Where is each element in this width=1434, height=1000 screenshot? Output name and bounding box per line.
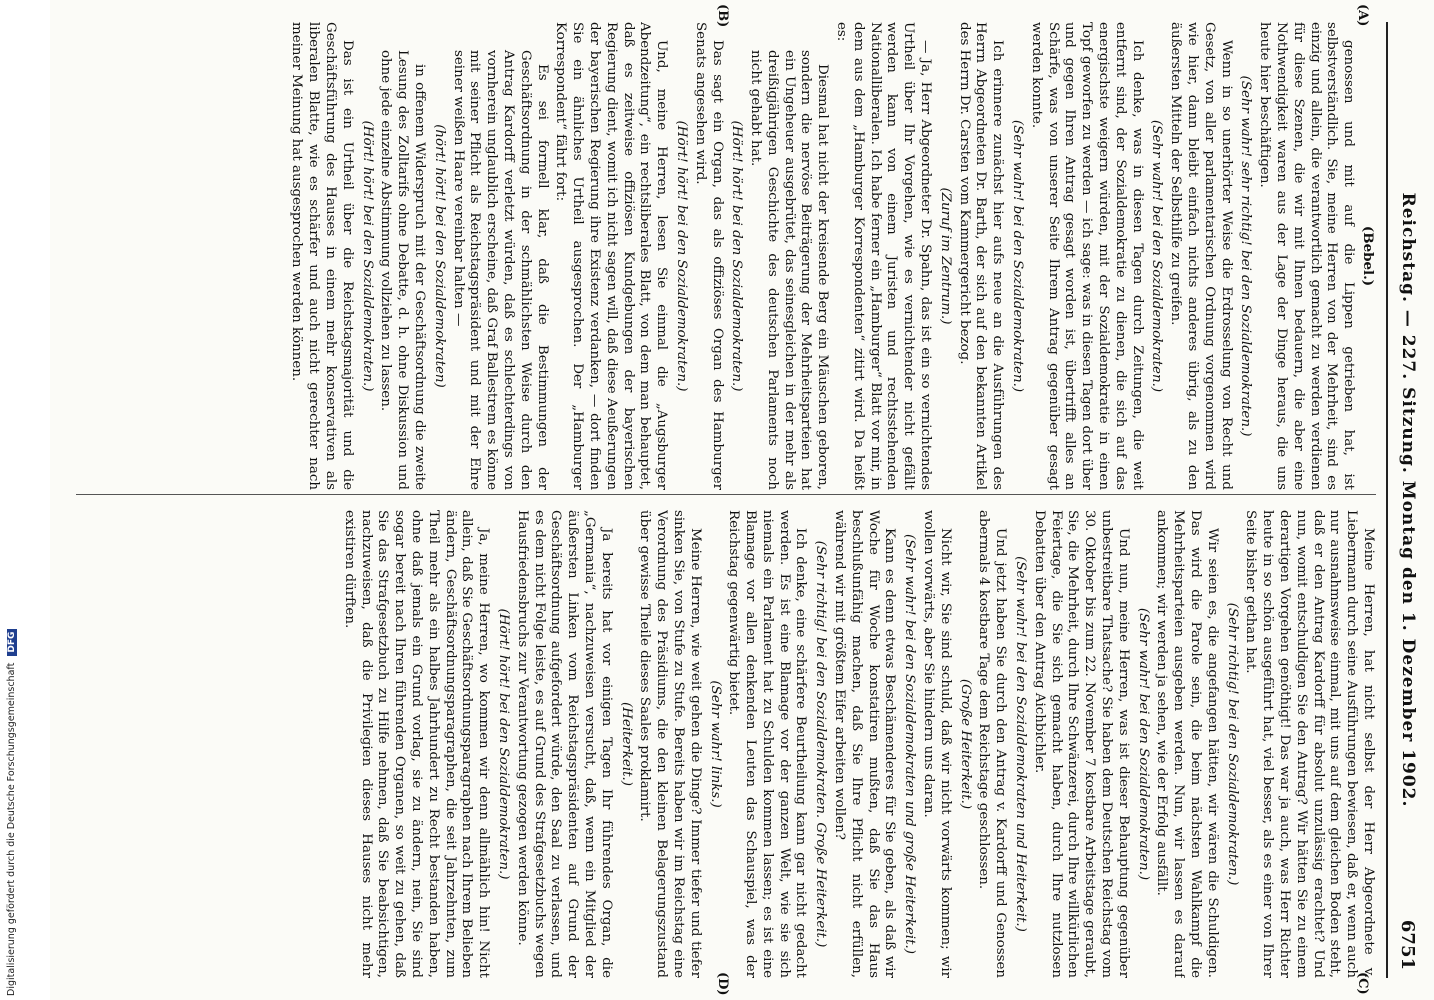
interjection: (Sehr wahr! links.) (707, 680, 723, 808)
paragraph: Wenn in so unerhörter Weise die Erdrosselung von Recht und Gesetz, von aller parlamentarischen Ordnung vorgenommen wird wie hier, dann bleibt einfach nichts anderes übrig, als zu den äußersten Mitteln der Selbsthilfe zu greifen. (1168, 22, 1234, 490)
paragraph: genossen und mit auf die Lippen getrieben hat, ist selbstverständlich. Sie, meine Herren von der Mehrheit, sind es einzig und allein, die verantwortlich gemacht zu werden verdienen für diese Szenen, die wir mit Ihnen bedauern, die aber eine Nothwendigkeit waren aus der Lage der Dinge heraus, die uns heute hier beschäftigen. (1257, 22, 1357, 490)
interjection: (hört! hört! bei den Sozialdemokraten) (431, 124, 447, 388)
interjection: (Hört! hört! bei den Sozialdemokraten.) (495, 608, 511, 880)
interjection: (Sehr wahr! bei den Sozialdemokraten und große Heiterkeit.) (902, 534, 918, 954)
paragraph: Ja, meine Herren, wo kommen wir denn allmählich hin! Nicht allein, daß Sie Geschäftsordnungsparagraphen nach Ihrem Belieben ändern, Geschäftsordnungsparagraphen, die seit Jahrzehnten, zum Theil mehr als ein halbes Jahrhundert zu Recht bestanden haben, ohne daß jemals ein Grund vorlag, sie zu ändern, nein, Sie sind sogar bereit nach Ihren führenden Organen, so weit zu gehen, daß Sie das Strafgesetzbuch zu Hilfe nehmen, daß Sie beabsichtigen, nachzuweisen, daß die Privilegien dieses Hauses nicht mehr existiren dürften. (341, 510, 492, 978)
paragraph: Nicht wir, Sie sind schuld, daß wir nicht vorwärts kommen; wir wollen vorwärts, aber Sie hindern uns daran. (921, 510, 953, 978)
dfg-logo: DFG (7, 629, 17, 656)
paragraph: Und jetzt haben Sie durch den Antrag v. Kardorff und Genossen abermals 4 kostbare Tage dem Reichstage geschlossen. (976, 510, 1009, 978)
right-column (68, 510, 1376, 978)
interjection: (Sehr richtig! bei den Sozialdemokraten.) (1224, 602, 1240, 886)
quotation: in offenem Widerspruch mit der Geschäftsordnung die zweite Lesung des Zolltarifs ohne Debatte, d. h. ohne Diskussion und ohne jede einzelne Abstimmung vollziehen zu lassen. (378, 50, 427, 490)
footer-credit: Digitalisierung gefördert durch die Deutsche Forschungsgemeinschaft (6, 662, 17, 996)
interjection: (Sehr wahr! bei den Sozialdemokraten.) (1010, 119, 1026, 393)
page-title: Reichstag. — 227. Sitzung. Montag den 1. Dezember 1902. (1398, 192, 1418, 808)
margin-mark-c: (C) (1355, 972, 1370, 995)
footer-text-wrap (6, 629, 17, 996)
paragraph: Meine Herren, hat nicht selbst der Herr Abgeordnete v. Liebermann durch seine Ausführungen bewiesen, daß er, wenn auch nur ausnahmsweise einmal, mit uns auf dem gleichen Boden steht, daß er den Antrag Kardorff für absolut unzulässig erachtet? Und nun, womit entschuldigen Sie den Antrag? Wir hätten Sie zu einem derartigen Vorgehen genöthigt! Das war ja auch, was Herr Richter heute in so schön ausgeführt hat, viel besser, als es einer von Ihrer Seite bisher gethan hat. (1243, 510, 1376, 978)
interjection: (Hört! hört! bei den Sozialdemokraten.) (673, 120, 689, 392)
quotation: Es sei formell klar, daß die Bestimmungen der Geschäftsordnung in der schmählichsten Weise durch den Antrag Kardorff verletzt würden, daß es schlechterdings von vornherein unglaublich erscheine, daß Graf Ballestrem es könne mit seiner Pflicht als Reichstagspräsident und mit der Ehre seiner weißen Haare vereinbar halten — (450, 50, 550, 490)
interjection: (Zuruf im Zentrum.) (937, 187, 953, 325)
paragraph: Wir seien es, die angefangen hätten, wir wären die Schuldigen. Das wird die Parole sein, die beim nächsten Wahlkampf die Mehrheitsparteien ausgeben werden. Nun, wir lassen es darauf ankommen; wir werden ja sehen, wie der Erfolg ausfällt. (1154, 510, 1220, 978)
rotated-page (50, 0, 1434, 1000)
interjection: (Sehr wahr! bei den Sozialdemokraten und Heiterkeit.) (1013, 556, 1029, 932)
paragraph: Das ist ein Urtheil über die Reichstagsmajorität und die Geschäftsführung des Hauses in einem mehr konservativen als liberalen Blatte, wie es schärfer und auch nicht gerechter nach meiner Meinung hat ausgesprochen werden können. (289, 22, 355, 490)
paragraph: Ja bereits hat vor einigen Tagen Ihr führendes Organ, die „Germania“, nachzuweisen versucht, daß, wenn ein Mitglied der äußersten Linken vom Reichstagspräsidenten auf Grund der Geschäftsordnung aufgefordert würde, den Saal zu verlassen, und es dem nicht Folge leiste, es auf Grund des Strafgesetzbuchs wegen Hausfriedensbruchs zur Verantwortung gezogen werden könne. (514, 510, 614, 978)
interjection: (Große Heiterkeit.) (957, 678, 973, 810)
paragraph: Ich denke, was in diesen Tagen durch Zeitungen, die weit entfernt sind, der Sozialdemokratie zu dienen, die sich auf das energischste weigern würden, mit der Sozialdemokratie in einen Topf geworfen zu werden — ich sage: was in diesen Tagen dort über und gegen Ihren Antrag gesagt worden ist, übertrifft alles an Schärfe, was von unserer Seite Ihrem Antrag gegenüber gesagt werden konnte. (1028, 22, 1145, 490)
margin-mark-a: (A) (1355, 4, 1370, 27)
left-column (68, 22, 1376, 490)
paragraph: Ich erinnere zunächst hier aufs neue an die Ausführungen des Herrn Abgeordneten Dr. Barth, der sich auf den bekannten Artikel des Herrn Dr. Carsten vom Kammergericht bezog. (956, 22, 1006, 490)
interjection: (Heiterkeit.) (618, 702, 634, 786)
interjection: (Sehr wahr! bei den Sozialdemokraten.) (1149, 119, 1165, 393)
interjection: (Sehr wahr! sehr richtig! bei den Sozialdemokraten.) (1238, 75, 1254, 437)
interjection: (Hört! hört! bei den Sozialdemokraten.) (729, 120, 745, 392)
page-header (1386, 22, 1428, 978)
digitization-footer (0, 0, 22, 1000)
margin-mark-d: (D) (715, 972, 730, 996)
margin-mark-b: (B) (715, 4, 730, 28)
paragraph: Und nun, meine Herren, was ist dieser Behauptung gegenüber unbestreitbare Thatsache? Sie haben dem Deutschen Reichstag vom 30. Oktober bis zum 22. November 7 kostbare Arbeitstage geraubt, Sie, die Mehrheit, durch Ihre Schwänzerei, durch Ihre willkürlichen Feiertage, die Sie sich gemacht haben, durch Ihre nutzlosen Debatten über den Antrag Aichbichler. (1031, 510, 1131, 978)
paragraph: Meine Herren, wie weit gehen die Dinge? Immer tiefer und tiefer sinken Sie, von Stufe zu Stufe. Bereits haben wir im Reichstag eine Verordnung des Präsidiums, die den kleinen Belagerungszustand über gewisse Theile dieses Saales proklamirt. (637, 510, 703, 978)
column-divider (76, 494, 1376, 495)
interjection: (Sehr wahr! bei den Sozialdemokraten.) (1135, 607, 1151, 881)
page-number: 6751 (1397, 919, 1418, 970)
paragraph: — Ja, Herr Abgeordneter Dr. Spahn, das ist ein so vernichtendes Urtheil über Ihr Vorgehen, wie es vernichtender nicht gefällt werden kann von einem Juristen und rechtsstehenden Nationalliberalen. Ich habe ferner ein „Hamburger“ Blatt vor mir, in dem aus dem „Hamburger Korrespondenten“ zitirt wird. Da heißt es: (834, 22, 934, 490)
speaker-name: (Bebel.) (1360, 225, 1376, 287)
paragraph: Und, meine Herren, lesen Sie einmal die „Augsburger Abendzeitung“, ein rechtsliberales Blatt, von dem man behauptet, daß es zeitweise offiziösen Kundgebungen der bayerischen Regierung dient, womit ich nicht sagen will, daß diese Aeußerungen der bayerischen Regierung ihre Existenz verdanken, — dort finden Sie ein ähnliches Urtheil ausgesprochen. Der „Hamburger Korrespondent“ fährt fort: (553, 22, 670, 490)
quotation: Diesmal hat nicht der kreisende Berg ein Mäuschen geboren, sondern die nervöse Beiträgerung der Mehrheitsparteien hat ein Ungeheuer ausgebrütet, das seinesgleichen in der mehr als dreißigjährigen Geschichte des deutschen Parlaments noch nicht gehabt hat. (748, 50, 831, 490)
paragraph: Das sagt ein Organ, das als offiziöses Organ des Hamburger Senats angesehen wird. (692, 22, 725, 490)
paragraph: Kann es denn etwas Beschämenderes für Sie geben, als daß wir Woche für Woche konstatiren mußten, daß Sie das Haus beschlußunfähig machen, daß Sie Ihre Pflicht nicht erfüllen, während wir mit größtem Eifer arbeiten wollen? (832, 510, 898, 978)
interjection: (Sehr richtig! bei den Sozialdemokraten. Große Heiterkeit.) (813, 540, 829, 948)
interjection: (Hört! hört! bei den Sozialdemokraten.) (359, 120, 375, 392)
paragraph: Ich denke, eine schärfere Beurtheilung kann gar nicht gedacht werden. Es ist eine Blamage vor der ganzen Welt, wie sie sich niemals ein Parlament hat zu Schulden kommen lassen; es ist eine Blamage vor allen denkenden Leuten das Schauspiel, was der Reichstag gegenwärtig bietet. (726, 510, 809, 978)
